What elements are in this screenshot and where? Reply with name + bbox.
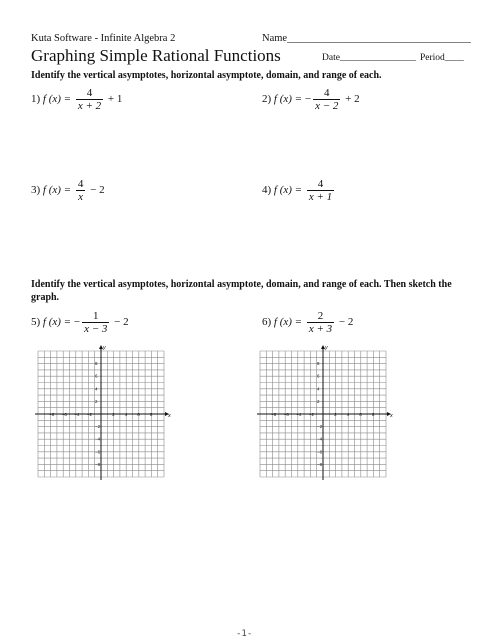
y-tick-label: 8 (317, 361, 320, 367)
y-tick-label: −8 (95, 461, 101, 467)
y-tick-label: 4 (95, 386, 98, 392)
y-tick-label: 2 (317, 398, 320, 404)
y-tick-label: −6 (317, 449, 323, 455)
header-publisher: Kuta Software - Infinite Algebra 2 (31, 33, 176, 44)
page-title: Graphing Simple Rational Functions (31, 46, 281, 65)
x-tick-label: −2 (86, 412, 93, 417)
y-tick-label: 4 (317, 386, 320, 392)
page-number: -1- (236, 629, 253, 639)
x-tick-label: 8 (149, 412, 153, 417)
x-tick-label: −2 (308, 412, 315, 417)
x-tick-label: −6 (283, 412, 289, 417)
y-tick-label: −2 (95, 424, 101, 430)
period-field-label: Period____ (420, 53, 464, 63)
graph-grid-5[interactable] (32, 343, 170, 483)
x-tick-label: −6 (61, 412, 67, 417)
x-tick-label: 8 (371, 412, 375, 417)
y-tick-label: 2 (95, 398, 98, 404)
x-tick-label: 6 (137, 412, 140, 417)
x-tick-label: −4 (74, 412, 80, 417)
x-tick-label: 2 (112, 412, 115, 417)
y-tick-label: −6 (95, 449, 101, 455)
y-tick-label: −4 (95, 436, 101, 442)
y-tick-label: −4 (317, 436, 323, 442)
y-tick-label: −8 (317, 461, 323, 467)
y-tick-label: 8 (95, 361, 98, 367)
x-axis-label: x (168, 413, 171, 419)
x-tick-label: 4 (124, 412, 128, 417)
instructions-part-2: Identify the vertical asymptotes, horizontal asymptote, domain, and range of each. Then sketch the graph. (31, 279, 452, 303)
problem-2: 2) f (x) = − $\frac{4}{x - 2}$ + 2 (262, 87, 360, 112)
problem-1: 1) f (x) = $\frac{4}{x + 2}$ + 1 (31, 87, 123, 112)
x-axis-label: x (390, 413, 393, 419)
name-field-label: Name___________________________________ (262, 33, 471, 44)
x-tick-label: −4 (296, 412, 302, 417)
y-tick-label: 6 (95, 373, 98, 379)
problem-5: 5) f (x) = − $\frac{1}{x - 3}$ − 2 (31, 310, 129, 335)
y-tick-label: −2 (317, 424, 323, 430)
problem-6: 6) f (x) = $\frac{2}{x + 3}$ − 2 (262, 310, 354, 335)
x-tick-label: −8 (49, 412, 55, 417)
y-axis-label: y (325, 345, 328, 351)
x-tick-label: 4 (346, 412, 350, 417)
graph-grid-6[interactable] (254, 343, 392, 483)
y-tick-label: 6 (317, 373, 320, 379)
x-tick-label: 2 (334, 412, 337, 417)
problem-3: 3) f (x) = $\frac{4}{x}$ − 2 (31, 178, 105, 203)
problem-4: 4) f (x) = $\frac{4}{x + 1}$ (262, 178, 333, 203)
date-field-label: Date________________ (322, 53, 416, 63)
x-tick-label: −8 (271, 412, 277, 417)
x-tick-label: 6 (359, 412, 362, 417)
y-axis-label: y (103, 345, 106, 351)
instructions-part-1: Identify the vertical asymptotes, horizontal asymptote, domain, and range of each. (31, 70, 382, 81)
